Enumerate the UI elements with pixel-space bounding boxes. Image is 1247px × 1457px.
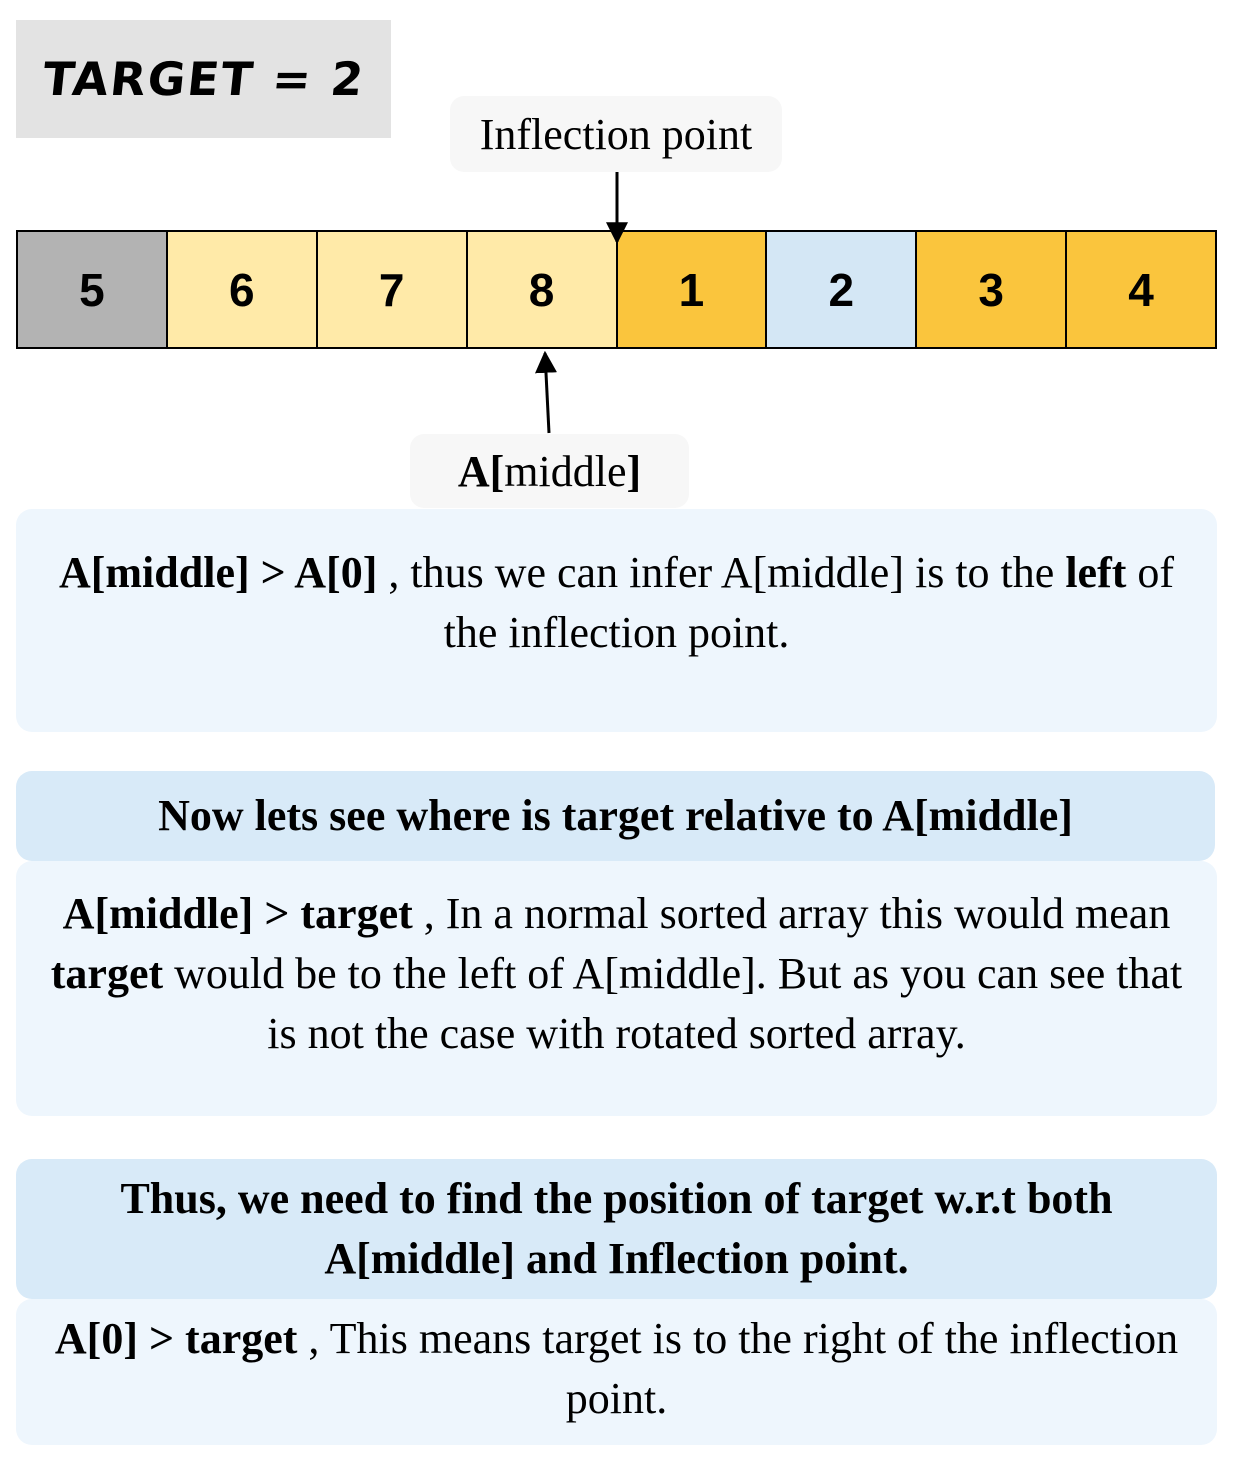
panel2-text2: would be to the left of A[middle]. But as you can see that is not the case with rotated sorted array. xyxy=(163,948,1183,1058)
inflection-comparison-panel xyxy=(16,1299,1217,1445)
panel1-bold2: left xyxy=(1065,547,1127,597)
rotated-array xyxy=(16,230,1217,349)
panel1-text2: of the inflection point. xyxy=(443,547,1175,657)
middle-pointer-label: A[middle] xyxy=(410,434,689,508)
target-comparison-panel xyxy=(16,861,1217,1116)
panel1-text1: , thus we can infer A[middle] is to the xyxy=(377,547,1066,597)
array-cell: 1 xyxy=(618,232,768,347)
array-cell: 6 xyxy=(168,232,318,347)
panel3-text1: , This means target is to the right of the inflection point. xyxy=(297,1314,1179,1423)
array-cell: 7 xyxy=(318,232,468,347)
array-cell: 8 xyxy=(468,232,618,347)
inference-panel xyxy=(16,509,1217,732)
inflection-point-label: Inflection point xyxy=(450,96,782,172)
panel1-bold1: A[middle] > A[0] xyxy=(58,547,378,597)
middle-arrow xyxy=(545,353,549,433)
target-label: TARGET = 2 xyxy=(39,52,368,106)
array-cell: 5 xyxy=(18,232,168,347)
panel2-text1: , In a normal sorted array this would mean xyxy=(412,888,1171,938)
panel2-bold1: A[middle] > target xyxy=(62,888,413,938)
target-badge xyxy=(16,20,391,138)
conclusion-header: Thus, we need to find the position of target w.r.t both A[middle] and Inflection point. xyxy=(16,1159,1217,1299)
array-cell: 2 xyxy=(767,232,917,347)
target-relative-header: Now lets see where is target relative to A[middle] xyxy=(16,771,1215,861)
panel3-bold1: A[0] > target xyxy=(54,1314,298,1363)
array-cell: 3 xyxy=(917,232,1067,347)
panel2-bold2: target xyxy=(50,948,164,998)
array-cell: 4 xyxy=(1067,232,1215,347)
